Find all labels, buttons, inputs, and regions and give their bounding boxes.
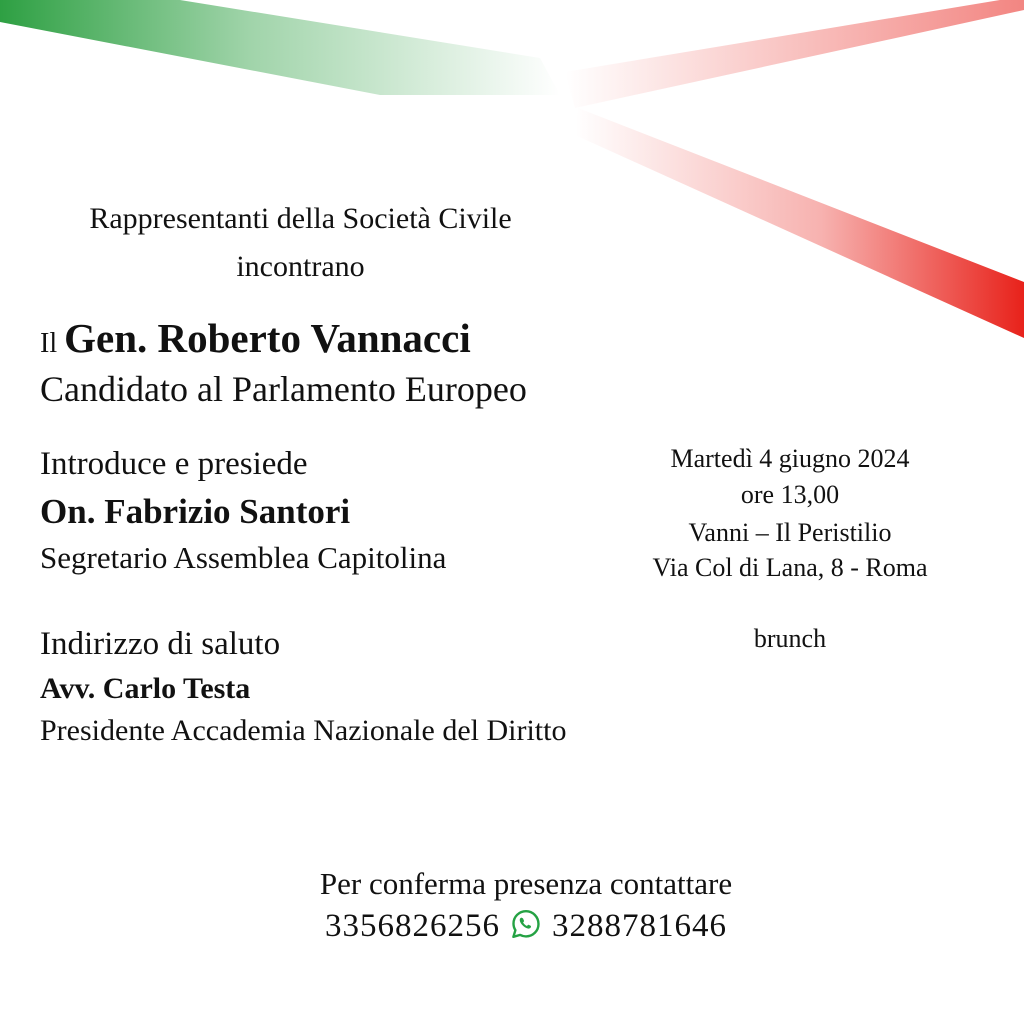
red-ribbon-top xyxy=(565,0,1024,108)
intro-line-1: Rappresentanti della Società Civile xyxy=(89,202,512,235)
phone-number-2[interactable]: 3288781646 xyxy=(552,908,727,944)
event-venue: Vanni – Il Peristilio xyxy=(688,518,892,547)
greeting-role: Presidente Accademia Nazionale del Diritto xyxy=(40,714,567,747)
host-role: Segretario Assemblea Capitolina xyxy=(40,540,447,575)
green-ribbon xyxy=(0,0,560,95)
guest-prefix: Il xyxy=(40,328,58,359)
guest-name: Gen. Roberto Vannacci xyxy=(64,315,471,361)
rsvp-phones xyxy=(0,908,1024,945)
phone-number-1[interactable]: 3356826256 xyxy=(325,908,500,944)
host-label: Introduce e presiede xyxy=(40,446,308,482)
event-food: brunch xyxy=(753,624,827,653)
guest-heading xyxy=(40,314,471,362)
greeting-name: Avv. Carlo Testa xyxy=(40,672,251,705)
event-address: Via Col di Lana, 8 - Roma xyxy=(652,553,928,582)
event-date: Martedì 4 giugno 2024 xyxy=(670,444,910,473)
whatsapp-icon xyxy=(510,908,542,940)
greeting-label: Indirizzo di saluto xyxy=(40,626,281,662)
rsvp-label: Per conferma presenza contattare xyxy=(319,866,733,901)
host-name: On. Fabrizio Santori xyxy=(40,492,351,531)
red-ribbon-diagonal xyxy=(575,108,1024,338)
event-time: ore 13,00 xyxy=(740,480,840,509)
guest-role: Candidato al Parlamento Europeo xyxy=(40,369,527,409)
intro-line-2: incontrano xyxy=(236,250,365,283)
